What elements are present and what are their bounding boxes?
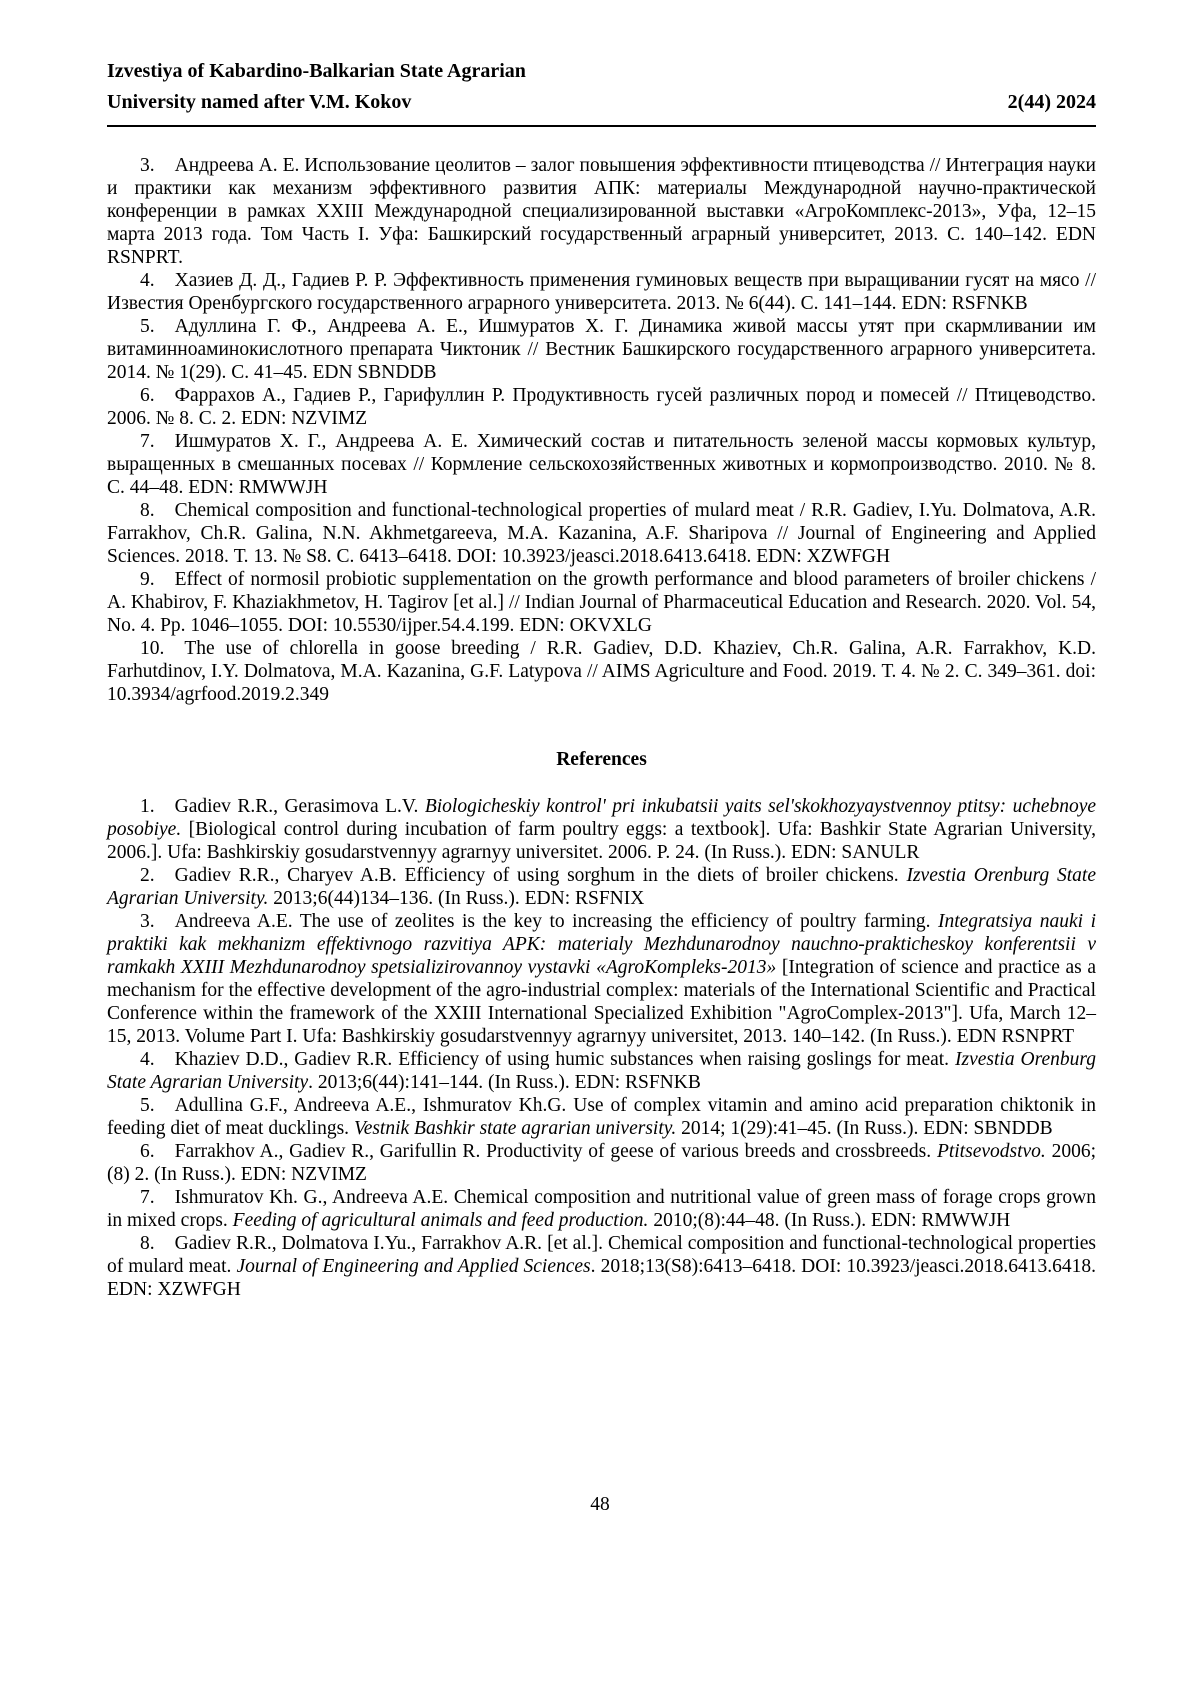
reference-number: 3.	[140, 155, 155, 176]
reference-text: Фаррахов А., Гадиев Р., Гарифуллин Р. Продуктивность гусей различных пород и помесей // Птицеводство. 2006. № 8. С. 2. EDN: NZVIMZ	[107, 385, 1096, 429]
reference-number: 6.	[140, 385, 155, 406]
reference-paragraph	[107, 1094, 1096, 1140]
reference-number: 7.	[140, 431, 155, 452]
reference-paragraph	[107, 568, 1096, 637]
reference-text: 2013;6(44)134–136. (In Russ.). EDN: RSFNIX	[268, 888, 645, 909]
reference-number: 1.	[140, 796, 155, 817]
reference-text-italic: Izvestia Orenburg State Agrarian University.	[107, 865, 1097, 909]
reference-text: Gadiev R.R., Dolmatova I.Yu., Farrakhov A.R. [et al.]. Chemical composition and functional-technological properties of mulard meat.	[107, 1233, 1096, 1277]
reference-text: Ishmuratov Kh. G., Andreeva A.E. Chemical composition and nutritional value of green mass of forage crops grown in mixed crops.	[107, 1187, 1096, 1231]
reference-number: 4.	[140, 1049, 155, 1070]
reference-text: [Integration of science and practice as a mechanism for the effective development of the agro-industrial complex: materials of the International Scientific and Practical Conference within the framework of the XXIII International Specialized Exhibition "AgroComplex-2013"]. Ufa, March 12–15, 2013. Volume Part I. Ufa: Bashkirskiy gosudarstvennyy agrarnyy universitet, 2013. 140–142. (In Russ.). EDN RSNPRT	[107, 957, 1097, 1047]
english-references-list	[107, 795, 1096, 1301]
reference-paragraph	[107, 384, 1096, 430]
russian-references-list	[107, 154, 1096, 706]
reference-number: 3.	[140, 911, 155, 932]
reference-text: 2010;(8):44–48. (In Russ.). EDN: RMWWJH	[648, 1210, 1011, 1231]
reference-number: 5.	[140, 1095, 155, 1116]
reference-text: Adullina G.F., Andreeva A.E., Ishmuratov Kh.G. Use of complex vitamin and amino acid preparation chiktonik in feeding diet of meat ducklings.	[107, 1095, 1096, 1139]
reference-text: [Biological control during incubation of farm poultry eggs: a textbook]. Ufa: Bashkir State Agrarian University, 2006.]. Ufa: Bashkirskiy gosudarstvennyy agrarnyy universitet. 2006. P. 24. (In Russ.). EDN: SANULR	[107, 819, 1096, 863]
reference-paragraph	[107, 1186, 1096, 1232]
journal-title-row	[107, 87, 1096, 118]
reference-paragraph	[107, 1048, 1096, 1094]
issue-number: 2(44) 2024	[1007, 91, 1096, 113]
reference-text: 2014; 1(29):41–45. (In Russ.). EDN: SBNDDB	[676, 1118, 1053, 1139]
reference-text: Андреева А. Е. Использование цеолитов – залог повышения эффективности птицеводства // Интеграция науки и практики как механизм эффективного развития АПК: материалы Международной научно-практической конференции в рамках XXIII Международной специализированной выставки «АгроКомплекс-2013», Уфа, 12–15 марта 2013 года. Том Часть I. Уфа: Башкирский государственный аграрный университет, 2013. С. 140–142. EDN RSNPRT.	[107, 155, 1096, 268]
reference-paragraph	[107, 910, 1096, 1048]
reference-text-italic: Vestnik Bashkir state agrarian university.	[353, 1118, 677, 1139]
reference-text: The use of chlorella in goose breeding / R.R. Gadiev, D.D. Khaziev, Ch.R. Galina, A.R. Farrakhov, K.D. Farhutdinov, I.Y. Dolmatova, M.A. Kazanina, G.F. Latypova // AIMS Agriculture and Food. 2019. Т. 4. № 2. С. 349–361. doi: 10.3934/agrfood.2019.2.349	[107, 638, 1096, 705]
reference-paragraph	[107, 315, 1096, 384]
reference-number: 8.	[140, 500, 155, 521]
reference-paragraph	[107, 1140, 1096, 1186]
page-header	[107, 56, 1096, 127]
reference-text: Gadiev R.R., Gerasimova L.V.	[174, 796, 425, 817]
reference-paragraph	[107, 1232, 1096, 1301]
reference-text-italic: Feeding of agricultural animals and feed production.	[232, 1210, 649, 1231]
reference-number: 5.	[140, 316, 155, 337]
reference-paragraph	[107, 637, 1096, 706]
reference-paragraph	[107, 795, 1096, 864]
reference-text: Адуллина Г. Ф., Андреева А. Е., Ишмуратов Х. Г. Динамика живой массы утят при скармливании им витаминноаминокислотного препарата Чиктоник // Вестник Башкирского государственного аграрного университета. 2014. № 1(29). С. 41–45. EDN SBNDDB	[107, 316, 1096, 383]
reference-text: Effect of normosil probiotic supplementation on the growth performance and blood parameters of broiler chickens / A. Khabirov, F. Khaziakhmetov, H. Tagirov [et al.] // Indian Journal of Pharmaceutical Education and Research. 2020. Vol. 54, No. 4. Pp. 1046–1055. DOI: 10.5530/ijper.54.4.199. EDN: OKVXLG	[107, 569, 1096, 636]
header-rule	[107, 125, 1096, 127]
page-body	[107, 154, 1096, 1301]
journal-title-line2: University named after V.M. Kokov	[107, 91, 412, 113]
reference-number: 2.	[140, 865, 155, 886]
reference-paragraph	[107, 430, 1096, 499]
reference-paragraph	[107, 154, 1096, 269]
reference-text-italic: Journal of Engineering and Applied Sciences	[236, 1256, 591, 1277]
reference-text: . 2018;13(S8):6413–6418. DOI: 10.3923/jeasci.2018.6413.6418. EDN: XZWFGH	[107, 1256, 1096, 1300]
reference-number: 10.	[140, 638, 165, 659]
reference-text: Gadiev R.R., Charyev A.B. Efficiency of using sorghum in the diets of broiler chickens.	[174, 865, 907, 886]
reference-paragraph	[107, 269, 1096, 315]
reference-text: Ишмуратов Х. Г., Андреева А. Е. Химический состав и питательность зеленой массы кормовых культур, выращенных в смешанных посевах // Кормление сельскохозяйственных животных и кормопроизводство. 2010. № 8. С. 44–48. EDN: RMWWJH	[107, 431, 1096, 498]
reference-number: 6.	[140, 1141, 155, 1162]
page-number: 48	[590, 1494, 610, 1515]
reference-number: 4.	[140, 270, 155, 291]
reference-text-italic: Biologicheskiy kontrol' pri inkubatsii yaits sel'skokhozyaystvennoy ptitsy: uchebnoye posobiye.	[107, 796, 1096, 840]
reference-paragraph	[107, 864, 1096, 910]
reference-number: 9.	[140, 569, 155, 590]
reference-number: 7.	[140, 1187, 155, 1208]
reference-text: Andreeva A.E. The use of zeolites is the key to increasing the efficiency of poultry farming.	[174, 911, 938, 932]
reference-paragraph	[107, 499, 1096, 568]
reference-text: 2006;(8) 2. (In Russ.). EDN: NZVIMZ	[107, 1141, 1097, 1185]
reference-text: Chemical composition and functional-technological properties of mulard meat / R.R. Gadiev, I.Yu. Dolmatova, A.R. Farrakhov, Ch.R. Galina, N.N. Akhmetgareeva, M.A. Kazanina, A.F. Sharipova // Journal of Engineering and Applied Sciences. 2018. Т. 13. № S8. С. 6413–6418. DOI: 10.3923/jeasci.2018.6413.6418. EDN: XZWFGH	[107, 500, 1096, 567]
reference-text: Хазиев Д. Д., Гадиев Р. Р. Эффективность применения гуминовых веществ при выращивании гусят на мясо // Известия Оренбургского государственного аграрного университета. 2013. № 6(44). С. 141–144. EDN: RSFNKB	[107, 270, 1096, 314]
references-heading: References	[556, 749, 647, 770]
reference-number: 8.	[140, 1233, 155, 1254]
reference-text: . 2013;6(44):141–144. (In Russ.). EDN: RSFNKB	[308, 1072, 701, 1093]
reference-text-italic: Integratsiya nauki i praktiki kak mekhanizm effektivnogo razvitiya APK: materialy Mezhdunarodnoy nauchno-prakticheskoy konferentsii v ramkakh XXIII Mezhdunarodnoy spetsializirovannoy vystavki «AgroKompleks-2013»	[107, 911, 1096, 978]
reference-text: Farrakhov A., Gadiev R., Garifullin R. Productivity of geese of various breeds and crossbreeds.	[174, 1141, 937, 1162]
journal-title-line1: Izvestiya of Kabardino-Balkarian State Agrarian	[107, 60, 526, 82]
reference-text-italic: Ptitsevodstvo.	[936, 1141, 1046, 1162]
reference-text: Khaziev D.D., Gadiev R.R. Efficiency of using humic substances when raising goslings for meat.	[174, 1049, 955, 1070]
reference-text-italic: Izvestia Orenburg State Agrarian University	[107, 1049, 1096, 1093]
